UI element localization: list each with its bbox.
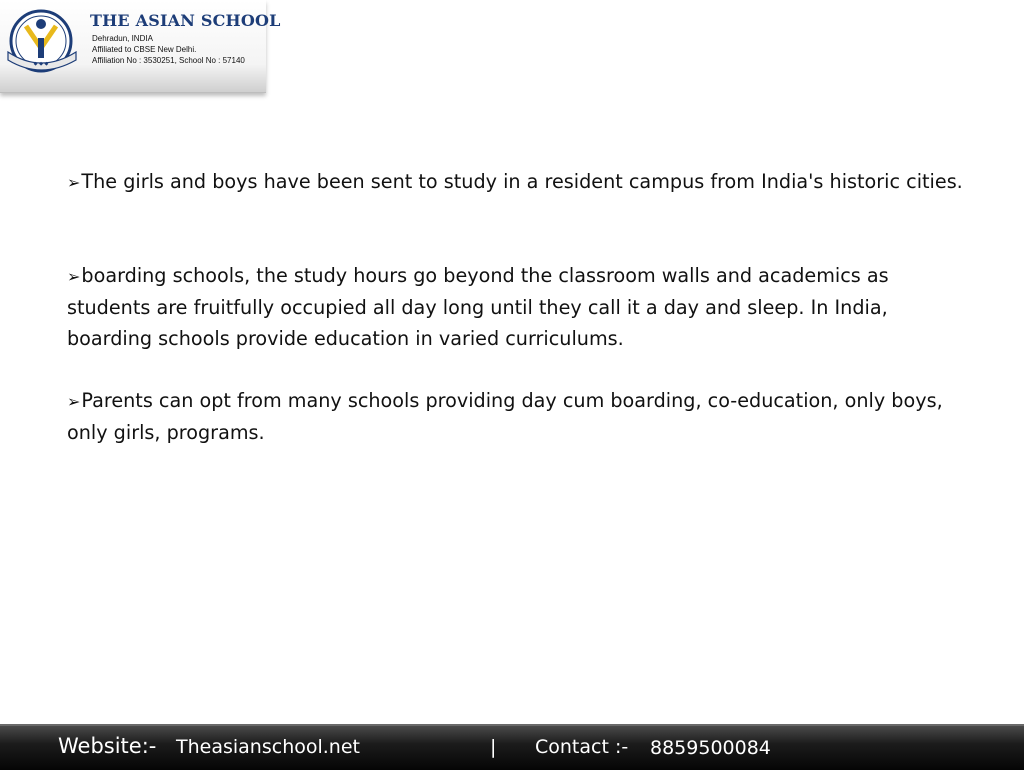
footer-separator: | [490, 736, 497, 758]
school-affiliation-numbers: Affiliation No : 3530251, School No : 57140 [92, 56, 245, 65]
contact-label: Contact :- [535, 736, 629, 758]
contact-phone[interactable]: 8859500084 [650, 737, 771, 759]
slide-content [67, 166, 967, 448]
arrow-bullet-icon: ➢ [67, 173, 81, 192]
arrow-bullet-icon: ➢ [67, 267, 81, 286]
school-emblem-icon [4, 8, 84, 76]
arrow-bullet-icon: ➢ [67, 392, 81, 411]
school-name: THE ASIAN SCHOOL [90, 11, 281, 30]
bullet-paragraph [67, 166, 967, 198]
website-link[interactable]: Theasianschool.net [176, 736, 360, 758]
paragraph-text: Parents can opt from many schools providing day cum boarding, co-education, only boys, only girls, programs. [67, 389, 943, 444]
school-affiliation: Affiliated to CBSE New Delhi. [92, 45, 197, 54]
footer-bar [0, 724, 1024, 770]
website-label: Website:- [58, 734, 157, 758]
paragraph-text: The girls and boys have been sent to study in a resident campus from India's historic cities. [81, 170, 963, 193]
bullet-paragraph [67, 385, 967, 448]
paragraph-text: boarding schools, the study hours go beyond the classroom walls and academics as students are fruitfully occupied all day long until they call it a day and sleep. In India, boarding schools provide education in varied curriculums. [67, 264, 889, 350]
header-logo-block [0, 0, 281, 93]
school-location: Dehradun, INDIA [92, 34, 153, 43]
bullet-paragraph [67, 260, 967, 354]
svg-text:◆ ◆ ◆: ◆ ◆ ◆ [33, 61, 49, 67]
